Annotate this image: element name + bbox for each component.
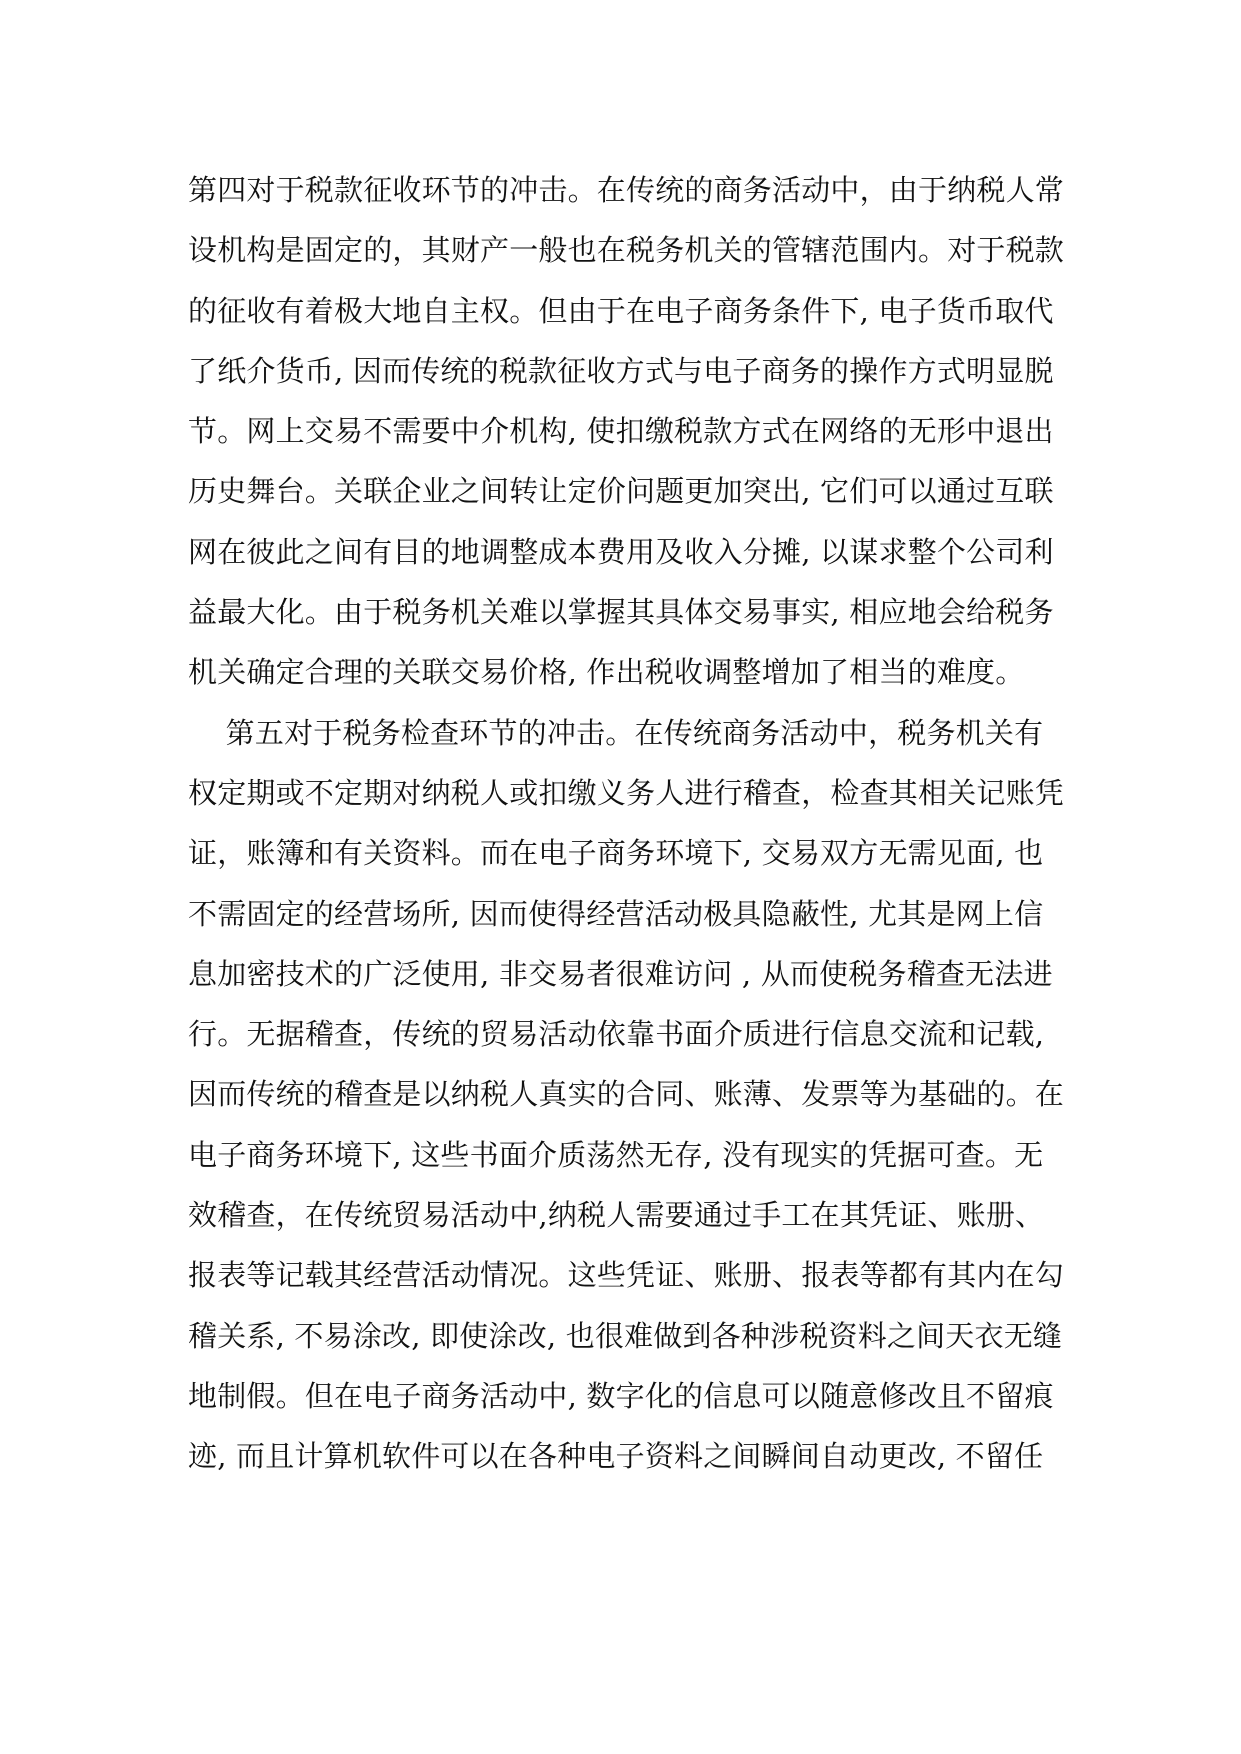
text-line: 迹, 而且计算机软件可以在各种电子资料之间瞬间自动更改, 不留任 (188, 1439, 1044, 1474)
text-line: 行。无据稽查，传统的贸易活动依靠书面介质进行信息交流和记载, (188, 1017, 1045, 1052)
text-line: 地制假。但在电子商务活动中, 数字化的信息可以随意修改且不留痕 (188, 1378, 1054, 1413)
paragraph-start-line: 第五对于税务检查环节的冲击。在传统商务活动中，税务机关有 (188, 715, 1044, 750)
text-line: 息加密技术的广泛使用, 非交易者很难访问 , 从而使税务稽查无法进 (188, 956, 1053, 991)
text-line: 历史舞台。关联企业之间转让定价问题更加突出, 它们可以通过互联 (188, 474, 1054, 509)
text-line: 权定期或不定期对纳税人或扣缴义务人进行稽查，检查其相关记账凭 (188, 775, 1065, 810)
text-line: 稽关系, 不易涂改, 即使涂改, 也很难做到各种涉税资料之间天衣无缝 (188, 1318, 1063, 1353)
text-line: 不需固定的经营场所, 因而使得经营活动极具隐蔽性, 尤其是网上信 (188, 896, 1044, 931)
text-line: 第四对于税款征收环节的冲击。在传统的商务活动中，由于纳税人常 (188, 173, 1065, 207)
text-line: 了纸介货币, 因而传统的税款征收方式与电子商务的操作方式明显脱 (188, 353, 1054, 388)
text-line: 报表等记载其经营活动情况。这些凭证、账册、报表等都有其内在勾 (188, 1258, 1065, 1293)
text-line: 证，账簿和有关资料。而在电子商务环境下, 交易双方无需见面, 也 (188, 836, 1044, 871)
text-line: 因而传统的稽查是以纳税人真实的合同、账薄、发票等为基础的。在 (188, 1077, 1065, 1112)
text-line: 益最大化。由于税务机关难以掌握其具体交易事实, 相应地会给税务 (188, 595, 1054, 630)
text-line: 机关确定合理的关联交易价格, 作出税收调整增加了相当的难度。 (188, 655, 1025, 690)
text-line: 节。网上交易不需要中介机构, 使扣缴税款方式在网络的无形中退出 (188, 414, 1054, 449)
text-line: 效稽查，在传统贸易活动中,纳税人需要通过手工在其凭证、账册、 (188, 1198, 1045, 1233)
text-line: 电子商务环境下, 这些书面介质荡然无存, 没有现实的凭据可查。无 (188, 1137, 1044, 1172)
text-line: 网在彼此之间有目的地调整成本费用及收入分摊, 以谋求整个公司利 (188, 534, 1054, 569)
body-text (188, 160, 1068, 1487)
text-line: 的征收有着极大地自主权。但由于在电子商务条件下, 电子货币取代 (188, 293, 1054, 328)
text-line: 设机构是固定的，其财产一般也在税务机关的管辖范围内。对于税款 (188, 233, 1065, 268)
